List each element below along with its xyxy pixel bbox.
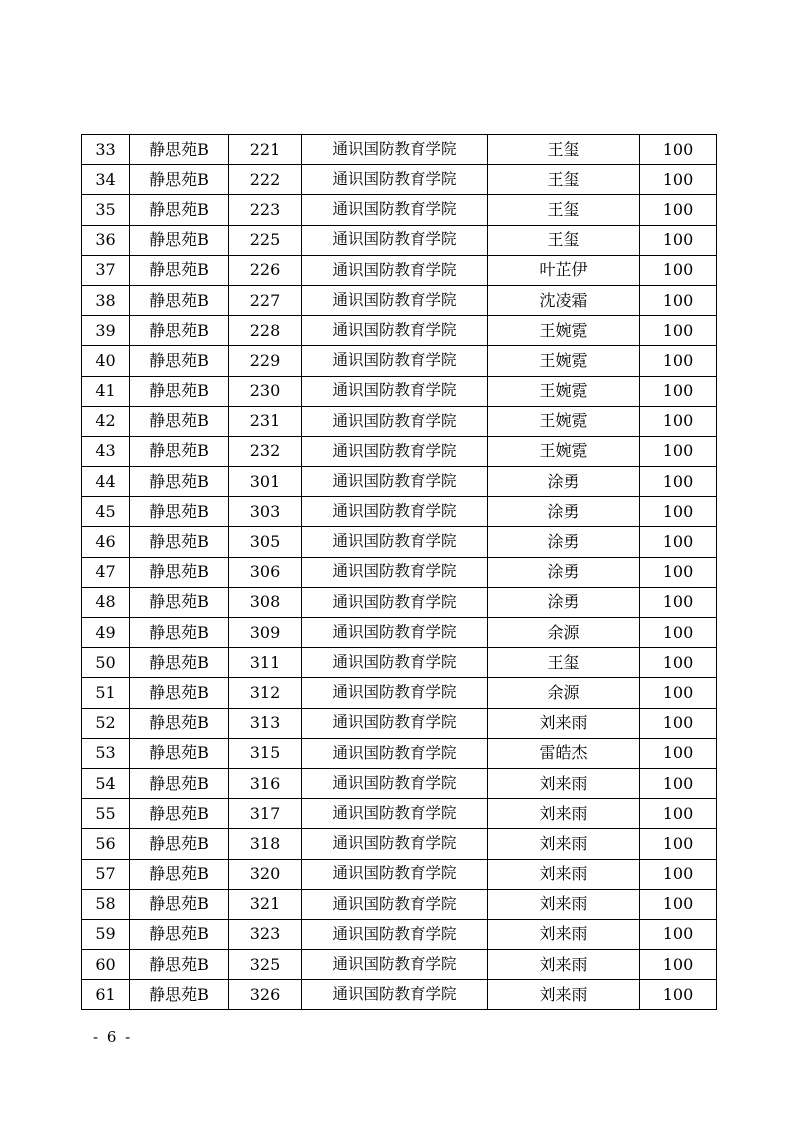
row-number-cell: 48 — [82, 587, 130, 617]
college-cell: 通识国防教育学院 — [302, 768, 488, 798]
score-cell: 100 — [640, 467, 717, 497]
building-cell: 静思苑B — [130, 648, 229, 678]
room-number-cell: 223 — [229, 195, 302, 225]
building-cell: 静思苑B — [130, 316, 229, 346]
score-cell: 100 — [640, 557, 717, 587]
room-number-cell: 229 — [229, 346, 302, 376]
person-cell: 王婉霓 — [488, 406, 640, 436]
room-number-cell: 222 — [229, 165, 302, 195]
score-cell: 100 — [640, 376, 717, 406]
room-number-cell: 320 — [229, 859, 302, 889]
college-cell: 通识国防教育学院 — [302, 467, 488, 497]
score-cell: 100 — [640, 587, 717, 617]
row-number-cell: 56 — [82, 829, 130, 859]
person-cell: 涂勇 — [488, 587, 640, 617]
score-cell: 100 — [640, 195, 717, 225]
room-number-cell: 306 — [229, 557, 302, 587]
building-cell: 静思苑B — [130, 557, 229, 587]
room-number-cell: 301 — [229, 467, 302, 497]
person-cell: 刘来雨 — [488, 799, 640, 829]
college-cell: 通识国防教育学院 — [302, 376, 488, 406]
table-row — [82, 225, 717, 255]
person-cell: 刘来雨 — [488, 768, 640, 798]
building-cell: 静思苑B — [130, 738, 229, 768]
row-number-cell: 40 — [82, 346, 130, 376]
table-row — [82, 708, 717, 738]
room-number-cell: 308 — [229, 587, 302, 617]
score-cell: 100 — [640, 255, 717, 285]
college-cell: 通识国防教育学院 — [302, 406, 488, 436]
dormitory-score-table-wrapper — [81, 134, 716, 1010]
college-cell: 通识国防教育学院 — [302, 919, 488, 949]
building-cell: 静思苑B — [130, 255, 229, 285]
room-number-cell: 323 — [229, 919, 302, 949]
room-number-cell: 311 — [229, 648, 302, 678]
person-cell: 王玺 — [488, 225, 640, 255]
person-cell: 刘来雨 — [488, 919, 640, 949]
college-cell: 通识国防教育学院 — [302, 708, 488, 738]
row-number-cell: 55 — [82, 799, 130, 829]
room-number-cell: 321 — [229, 889, 302, 919]
room-number-cell: 221 — [229, 135, 302, 165]
college-cell: 通识国防教育学院 — [302, 678, 488, 708]
score-cell: 100 — [640, 225, 717, 255]
building-cell: 静思苑B — [130, 285, 229, 315]
building-cell: 静思苑B — [130, 346, 229, 376]
table-row — [82, 467, 717, 497]
table-row — [82, 497, 717, 527]
score-cell: 100 — [640, 648, 717, 678]
person-cell: 王玺 — [488, 135, 640, 165]
score-cell: 100 — [640, 768, 717, 798]
score-cell: 100 — [640, 527, 717, 557]
person-cell: 王玺 — [488, 165, 640, 195]
college-cell: 通识国防教育学院 — [302, 829, 488, 859]
table-row — [82, 829, 717, 859]
room-number-cell: 303 — [229, 497, 302, 527]
college-cell: 通识国防教育学院 — [302, 889, 488, 919]
score-cell: 100 — [640, 135, 717, 165]
person-cell: 刘来雨 — [488, 889, 640, 919]
college-cell: 通识国防教育学院 — [302, 950, 488, 980]
row-number-cell: 54 — [82, 768, 130, 798]
college-cell: 通识国防教育学院 — [302, 497, 488, 527]
score-cell: 100 — [640, 346, 717, 376]
score-cell: 100 — [640, 618, 717, 648]
table-row — [82, 165, 717, 195]
table-row — [82, 950, 717, 980]
college-cell: 通识国防教育学院 — [302, 316, 488, 346]
person-cell: 涂勇 — [488, 467, 640, 497]
room-number-cell: 230 — [229, 376, 302, 406]
college-cell: 通识国防教育学院 — [302, 527, 488, 557]
row-number-cell: 60 — [82, 950, 130, 980]
row-number-cell: 46 — [82, 527, 130, 557]
row-number-cell: 61 — [82, 980, 130, 1010]
table-row — [82, 980, 717, 1010]
room-number-cell: 325 — [229, 950, 302, 980]
score-cell: 100 — [640, 799, 717, 829]
row-number-cell: 35 — [82, 195, 130, 225]
row-number-cell: 42 — [82, 406, 130, 436]
building-cell: 静思苑B — [130, 618, 229, 648]
building-cell: 静思苑B — [130, 587, 229, 617]
table-row — [82, 376, 717, 406]
row-number-cell: 38 — [82, 285, 130, 315]
table-row — [82, 285, 717, 315]
score-cell: 100 — [640, 678, 717, 708]
table-row — [82, 195, 717, 225]
building-cell: 静思苑B — [130, 678, 229, 708]
person-cell: 余源 — [488, 618, 640, 648]
room-number-cell: 315 — [229, 738, 302, 768]
building-cell: 静思苑B — [130, 889, 229, 919]
college-cell: 通识国防教育学院 — [302, 165, 488, 195]
dormitory-score-table — [81, 134, 717, 1010]
row-number-cell: 49 — [82, 618, 130, 648]
room-number-cell: 305 — [229, 527, 302, 557]
table-row — [82, 587, 717, 617]
college-cell: 通识国防教育学院 — [302, 799, 488, 829]
score-cell: 100 — [640, 889, 717, 919]
person-cell: 王玺 — [488, 648, 640, 678]
table-row — [82, 919, 717, 949]
building-cell: 静思苑B — [130, 919, 229, 949]
row-number-cell: 34 — [82, 165, 130, 195]
building-cell: 静思苑B — [130, 768, 229, 798]
score-cell: 100 — [640, 919, 717, 949]
building-cell: 静思苑B — [130, 799, 229, 829]
building-cell: 静思苑B — [130, 859, 229, 889]
person-cell: 涂勇 — [488, 527, 640, 557]
table-row — [82, 768, 717, 798]
row-number-cell: 50 — [82, 648, 130, 678]
room-number-cell: 227 — [229, 285, 302, 315]
person-cell: 王婉霓 — [488, 376, 640, 406]
building-cell: 静思苑B — [130, 195, 229, 225]
row-number-cell: 52 — [82, 708, 130, 738]
person-cell: 沈凌霜 — [488, 285, 640, 315]
room-number-cell: 312 — [229, 678, 302, 708]
row-number-cell: 41 — [82, 376, 130, 406]
building-cell: 静思苑B — [130, 527, 229, 557]
room-number-cell: 231 — [229, 406, 302, 436]
table-row — [82, 799, 717, 829]
table-row — [82, 618, 717, 648]
college-cell: 通识国防教育学院 — [302, 135, 488, 165]
room-number-cell: 326 — [229, 980, 302, 1010]
table-row — [82, 859, 717, 889]
college-cell: 通识国防教育学院 — [302, 436, 488, 466]
person-cell: 刘来雨 — [488, 829, 640, 859]
score-cell: 100 — [640, 285, 717, 315]
person-cell: 王婉霓 — [488, 346, 640, 376]
score-cell: 100 — [640, 165, 717, 195]
college-cell: 通识国防教育学院 — [302, 618, 488, 648]
table-body — [82, 135, 717, 1010]
score-cell: 100 — [640, 829, 717, 859]
table-row — [82, 135, 717, 165]
page-number: - 6 - — [93, 1028, 133, 1046]
table-row — [82, 678, 717, 708]
room-number-cell: 232 — [229, 436, 302, 466]
row-number-cell: 37 — [82, 255, 130, 285]
row-number-cell: 39 — [82, 316, 130, 346]
building-cell: 静思苑B — [130, 165, 229, 195]
person-cell: 余源 — [488, 678, 640, 708]
table-row — [82, 889, 717, 919]
row-number-cell: 45 — [82, 497, 130, 527]
person-cell: 涂勇 — [488, 557, 640, 587]
row-number-cell: 58 — [82, 889, 130, 919]
row-number-cell: 44 — [82, 467, 130, 497]
building-cell: 静思苑B — [130, 950, 229, 980]
row-number-cell: 36 — [82, 225, 130, 255]
room-number-cell: 318 — [229, 829, 302, 859]
table-row — [82, 648, 717, 678]
row-number-cell: 59 — [82, 919, 130, 949]
building-cell: 静思苑B — [130, 376, 229, 406]
score-cell: 100 — [640, 497, 717, 527]
person-cell: 雷皓杰 — [488, 738, 640, 768]
building-cell: 静思苑B — [130, 406, 229, 436]
table-row — [82, 255, 717, 285]
room-number-cell: 228 — [229, 316, 302, 346]
score-cell: 100 — [640, 738, 717, 768]
college-cell: 通识国防教育学院 — [302, 346, 488, 376]
score-cell: 100 — [640, 316, 717, 346]
score-cell: 100 — [640, 436, 717, 466]
score-cell: 100 — [640, 980, 717, 1010]
building-cell: 静思苑B — [130, 708, 229, 738]
table-row — [82, 436, 717, 466]
table-row — [82, 346, 717, 376]
college-cell: 通识国防教育学院 — [302, 587, 488, 617]
row-number-cell: 33 — [82, 135, 130, 165]
building-cell: 静思苑B — [130, 980, 229, 1010]
room-number-cell: 309 — [229, 618, 302, 648]
college-cell: 通识国防教育学院 — [302, 738, 488, 768]
person-cell: 刘来雨 — [488, 708, 640, 738]
person-cell: 叶芷伊 — [488, 255, 640, 285]
college-cell: 通识国防教育学院 — [302, 285, 488, 315]
room-number-cell: 225 — [229, 225, 302, 255]
score-cell: 100 — [640, 708, 717, 738]
college-cell: 通识国防教育学院 — [302, 980, 488, 1010]
person-cell: 王玺 — [488, 195, 640, 225]
room-number-cell: 317 — [229, 799, 302, 829]
room-number-cell: 316 — [229, 768, 302, 798]
building-cell: 静思苑B — [130, 225, 229, 255]
college-cell: 通识国防教育学院 — [302, 195, 488, 225]
score-cell: 100 — [640, 406, 717, 436]
college-cell: 通识国防教育学院 — [302, 255, 488, 285]
college-cell: 通识国防教育学院 — [302, 225, 488, 255]
row-number-cell: 57 — [82, 859, 130, 889]
table-row — [82, 316, 717, 346]
person-cell: 王婉霓 — [488, 436, 640, 466]
row-number-cell: 51 — [82, 678, 130, 708]
building-cell: 静思苑B — [130, 829, 229, 859]
building-cell: 静思苑B — [130, 497, 229, 527]
score-cell: 100 — [640, 950, 717, 980]
person-cell: 刘来雨 — [488, 980, 640, 1010]
building-cell: 静思苑B — [130, 135, 229, 165]
row-number-cell: 53 — [82, 738, 130, 768]
table-row — [82, 527, 717, 557]
building-cell: 静思苑B — [130, 467, 229, 497]
row-number-cell: 43 — [82, 436, 130, 466]
table-row — [82, 406, 717, 436]
college-cell: 通识国防教育学院 — [302, 859, 488, 889]
person-cell: 涂勇 — [488, 497, 640, 527]
room-number-cell: 226 — [229, 255, 302, 285]
building-cell: 静思苑B — [130, 436, 229, 466]
room-number-cell: 313 — [229, 708, 302, 738]
row-number-cell: 47 — [82, 557, 130, 587]
college-cell: 通识国防教育学院 — [302, 557, 488, 587]
person-cell: 刘来雨 — [488, 950, 640, 980]
table-row — [82, 738, 717, 768]
score-cell: 100 — [640, 859, 717, 889]
person-cell: 刘来雨 — [488, 859, 640, 889]
person-cell: 王婉霓 — [488, 316, 640, 346]
table-row — [82, 557, 717, 587]
college-cell: 通识国防教育学院 — [302, 648, 488, 678]
